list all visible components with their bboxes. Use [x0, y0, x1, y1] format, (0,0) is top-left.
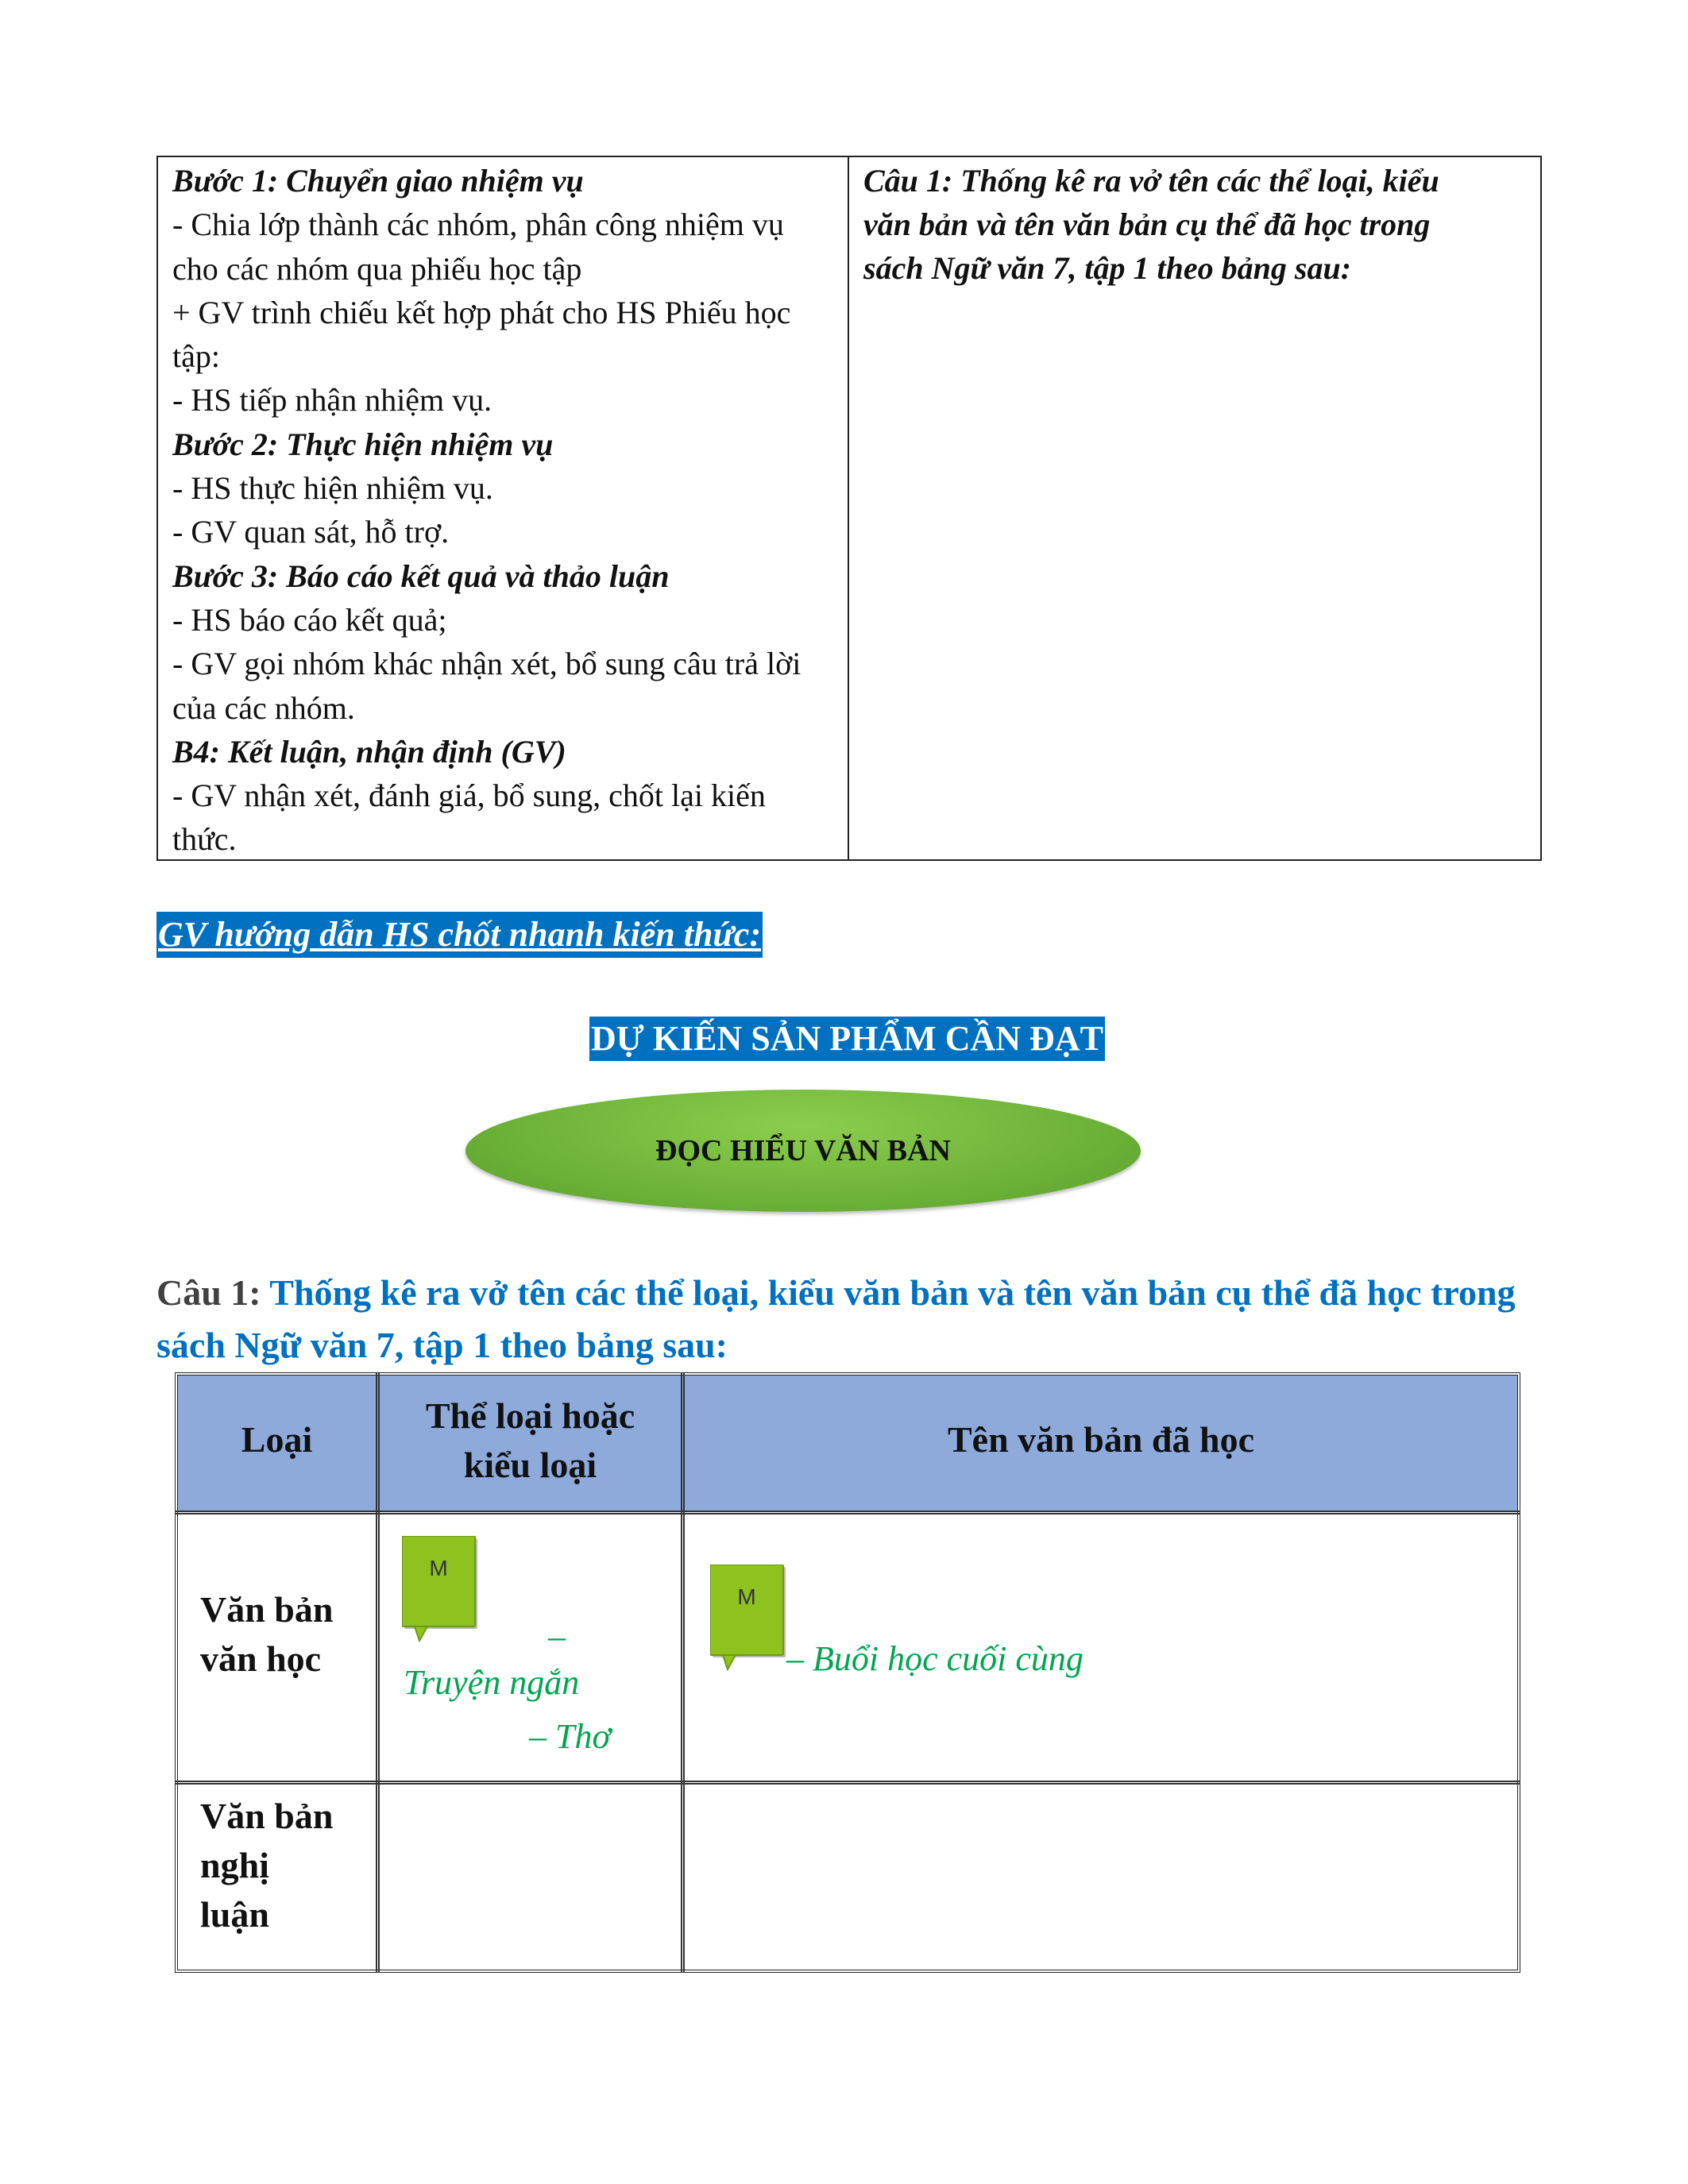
step-text: - GV quan sát, hỗ trợ. — [172, 514, 450, 550]
header-genre — [380, 1391, 681, 1490]
step-text: - HS tiếp nhận nhiệm vụ. — [172, 382, 492, 419]
type-line: Văn bản — [200, 1589, 334, 1630]
step-text: - GV nhận xét, đánh giá, bổ sung, chốt lại kiến — [172, 778, 766, 814]
question-cell-line: văn bản và tên văn bản cụ thể đã học trong — [863, 206, 1431, 242]
step-text: - Chia lớp thành các nhóm, phân công nhiệm vụ — [172, 206, 784, 243]
comment-marker-icon[interactable] — [710, 1565, 790, 1676]
product-heading: DỰ KIẾN SẢN PHẨM CẦN ĐẠT — [589, 1017, 1105, 1061]
comment-marker-label: M — [737, 1584, 756, 1609]
question-cell-line: Câu 1: Thống kê ra vở tên các thể loại, kiểu — [863, 163, 1439, 199]
header-type: Loại — [241, 1419, 313, 1460]
step-4-heading: B4: Kết luận, nhận định (GV) — [172, 733, 566, 770]
header-genre-line: kiểu loại — [463, 1445, 597, 1485]
header-genre-line: Thể loại hoặc — [425, 1395, 635, 1436]
step-1-heading: Bước 1: Chuyển giao nhiệm vụ — [172, 163, 584, 199]
row-divider — [175, 1781, 1520, 1785]
step-text: tập: — [172, 338, 220, 375]
step-2-heading: Bước 2: Thực hiện nhiệm vụ — [172, 426, 554, 462]
step-text: của các nhóm. — [172, 689, 355, 726]
step-text: - HS báo cáo kết quả; — [172, 601, 447, 638]
step-text: + GV trình chiếu kết hợp phát cho HS Phiếu học — [172, 294, 791, 330]
question-cell-line: sách Ngữ văn 7, tập 1 theo bảng sau: — [863, 250, 1352, 286]
step-text: thức. — [172, 821, 237, 858]
step-3-heading: Bước 3: Báo cáo kết quả và thảo luận — [172, 558, 670, 594]
guide-heading: GV hướng dẫn HS chốt nhanh kiến thức: — [156, 912, 763, 958]
comment-marker-label: M — [429, 1556, 448, 1580]
type-line: luận — [200, 1894, 269, 1935]
question-text: Thống kê ra vở tên các thể loại, kiểu văn bản và tên văn bản cụ thể đã học trong sách Ngữ văn 7, tập 1 theo bảng sau: — [156, 1272, 1516, 1365]
teacher-steps-cell — [158, 157, 849, 859]
type-line: Văn bản — [200, 1796, 334, 1836]
ellipse-label: ĐỌC HIỂU VĂN BẢN — [655, 1134, 951, 1167]
step-text: - GV gọi nhóm khác nhận xét, bổ sung câu trả lời — [172, 646, 802, 682]
type-line: văn học — [200, 1638, 322, 1679]
question-cell — [849, 157, 1540, 859]
table-row-type — [200, 1792, 333, 1939]
reading-comprehension-ellipse — [465, 1090, 1141, 1212]
genre-short-story: Truyện ngắn — [404, 1663, 580, 1702]
genre-dash: – — [548, 1617, 566, 1656]
genre-poetry: – Thơ — [529, 1717, 611, 1756]
work-title: – Buổi học cuối cùng — [786, 1639, 1083, 1678]
table-row-type — [200, 1585, 333, 1684]
activity-table — [156, 156, 1542, 861]
step-text: - HS thực hiện nhiệm vụ. — [172, 470, 493, 507]
genre-table — [175, 1372, 1520, 1973]
question-label: Câu 1: — [156, 1272, 261, 1313]
header-works: Tên văn bản đã học — [947, 1419, 1254, 1460]
type-line: nghị — [200, 1845, 269, 1885]
comment-marker-icon[interactable] — [402, 1536, 481, 1647]
row-divider — [175, 1511, 1520, 1515]
question-paragraph — [156, 1267, 1547, 1372]
step-text: cho các nhóm qua phiếu học tập — [172, 250, 582, 287]
